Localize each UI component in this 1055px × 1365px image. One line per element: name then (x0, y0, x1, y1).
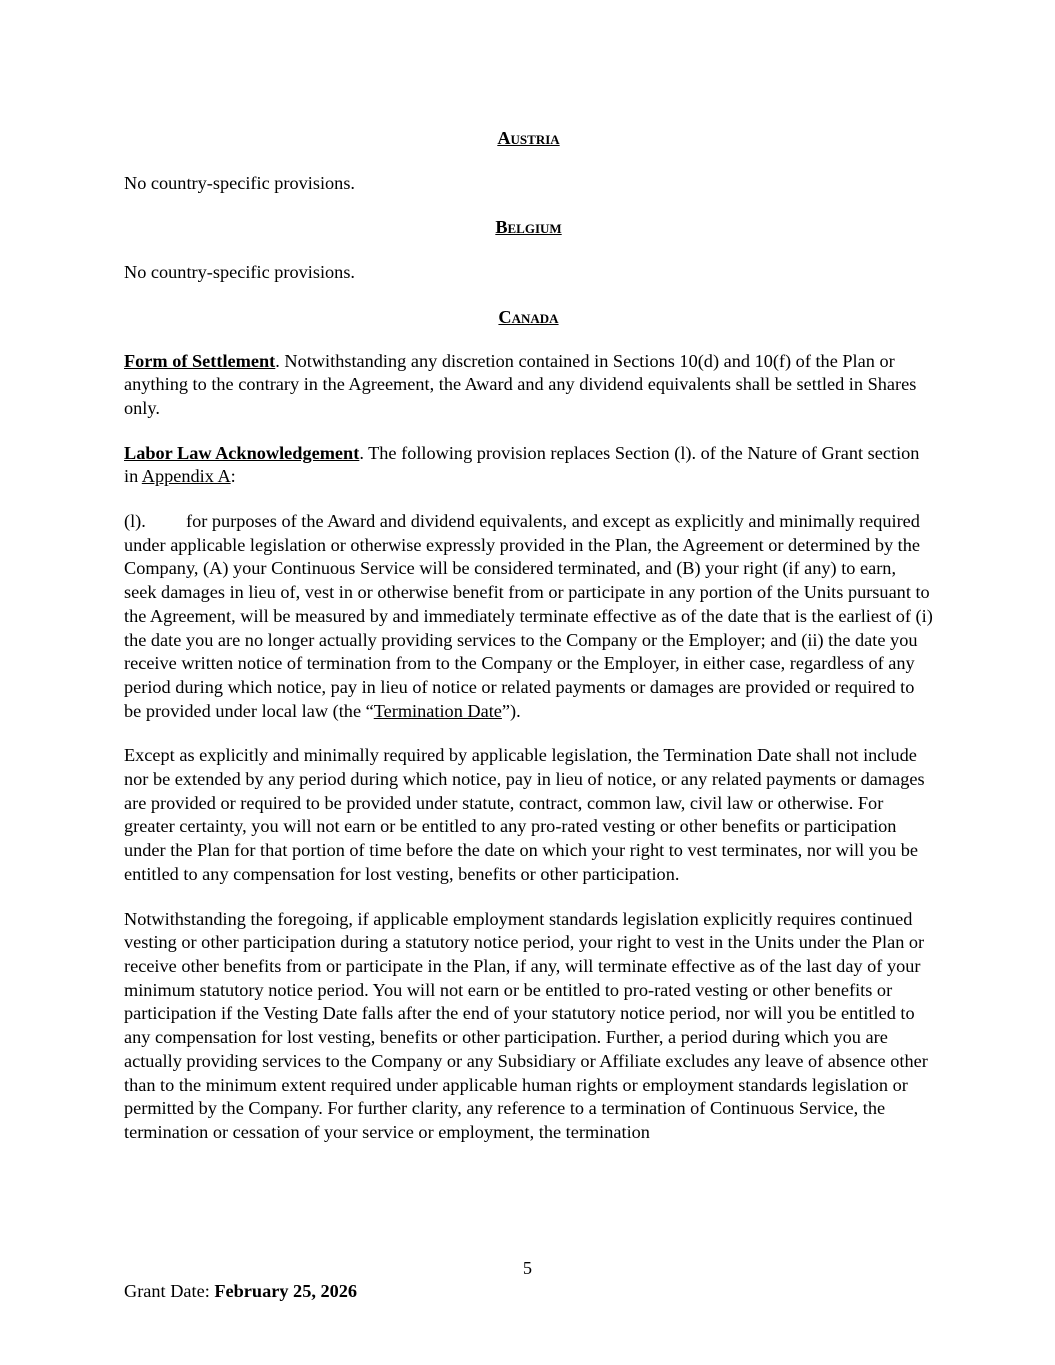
heading-canada: Canada (498, 306, 559, 327)
labor-law-title: Labor Law Acknowledgement (124, 442, 360, 463)
item-l-paragraph (124, 510, 933, 723)
item-l-text-before: for purposes of the Award and dividend equivalents, and except as explicitly and minimally required under applicable legislation or otherwise expressly provided in the Plan, the Agreement or determined by the Company, (A) your Continuous Service will be considered terminated, and (B) your right (if any) to earn, seek damages in lieu of, vest in or otherwise benefit from or participate in any portion of the Units pursuant to the Agreement, will be measured by and immediately terminate effective as of the date that is the earliest of (i) the date you are no longer actually providing services to the Company or the Employer; and (ii) the date you receive written notice of termination from to the Company or the Employer, in either case, regardless of any period during which notice, pay in lieu of notice or related payments or damages are provided or required to be provided under local law (the “ (124, 511, 933, 721)
termination-date-term: Termination Date (373, 700, 502, 721)
belgium-text: No country-specific provisions. (124, 262, 356, 283)
grant-date-value: February 25, 2026 (214, 1281, 358, 1301)
form-of-settlement-text: . Notwithstanding any discretion contained in Sections 10(d) and 10(f) of the Plan or anything to the contrary in the Agreement, the Award and any dividend equivalents shall be settled in Shares only. (124, 350, 917, 418)
form-of-settlement-paragraph (124, 350, 933, 421)
labor-law-paragraph (124, 442, 933, 489)
page-content (124, 124, 933, 1145)
labor-law-text-before: . The following provision replaces Section (l). of the Nature of Grant section in (124, 442, 920, 487)
form-of-settlement-title: Form of Settlement (124, 350, 276, 371)
appendix-a-reference: Appendix A (141, 466, 231, 487)
item-l-text-after: ”). (501, 700, 521, 721)
item-l-label: (l). (124, 511, 146, 532)
notwithstanding-paragraph: Notwithstanding the foregoing, if applicable employment standards legislation explicitly requires continued vesting or other participation during a statutory notice period, your right to vest in the Units under the Plan or receive other benefits from or participate in the Plan, if any, will terminate effective as of the last day of your minimum statutory notice period. You will not earn or be entitled to pro-rated vesting or other benefits or participation if the Vesting Date falls after the end of your statutory notice period, nor will you be entitled to any compensation for lost vesting, benefits or other participation. Further, a period during which you are actually providing services to the Company or any Subsidiary or Affiliate excludes any leave of absence other than to the minimum extent required under applicable human rights or employment standards legislation or permitted by the Company. For further clarity, any reference to a termination of Continuous Service, the termination or cessation of your service or employment, the termination (124, 908, 928, 1142)
heading-belgium: Belgium (495, 217, 562, 238)
page-number: 5 (522, 1258, 533, 1278)
labor-law-text-after: : (230, 466, 236, 487)
austria-text: No country-specific provisions. (124, 172, 356, 193)
grant-date-label: Grant Date: (124, 1281, 215, 1301)
except-paragraph: Except as explicitly and minimally required by applicable legislation, the Termination Date shall not include nor be extended by any period during which notice, pay in lieu of notice, or any related payments or damages are provided or required to be provided under statute, contract, common law, civil law or otherwise. For greater certainty, you will not earn or be entitled to any pro-rated vesting or other benefits or participation under the Plan for that portion of time before the date on which your right to vest terminates, nor will you be entitled to any compensation for lost vesting, benefits or other participation. (124, 745, 925, 884)
heading-austria: Austria (497, 128, 560, 148)
footer-grant-date (124, 1280, 357, 1303)
